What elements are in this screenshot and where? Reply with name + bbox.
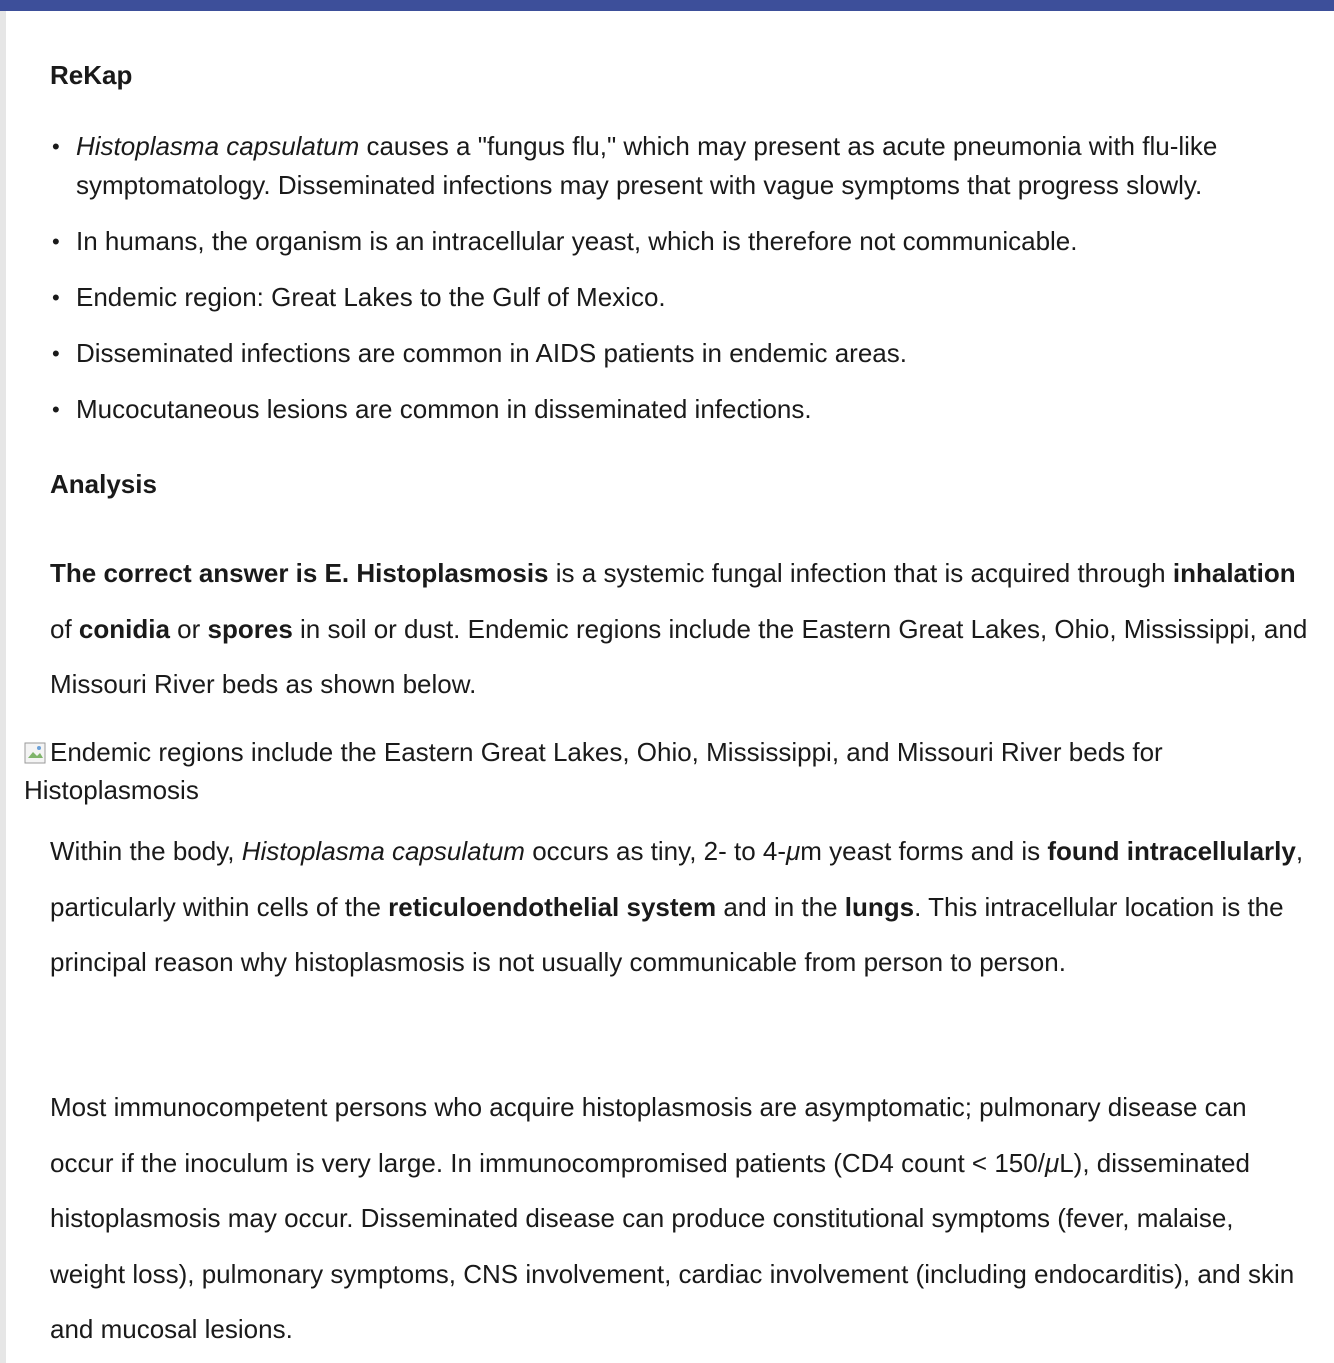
bold-term: conidia [78, 613, 170, 644]
species-name: Histoplasma capsulatum [76, 131, 360, 161]
explanation-panel [0, 11, 1334, 1363]
analysis-paragraph-1 [50, 546, 1310, 713]
text-span: L), disseminated histoplasmosis may occur. Disseminated disease can produce constitutional symptoms (fever, malaise, weight loss), pulmonary symptoms, CNS involvement, cardiac involvement (including endocarditis), and skin and mucosal lesions. [50, 1147, 1295, 1344]
bold-term: spores [207, 613, 293, 644]
rekap-item-2 [50, 222, 1310, 261]
bold-term: lungs [844, 891, 915, 922]
text-span: of [50, 613, 79, 644]
rekap-item-4 [50, 334, 1310, 373]
rekap-item-text: causes a "fungus flu," which may present as acute pneumonia with flu-like symptomatology. Disseminated infections may present with vague symptoms that progress slowly. [76, 131, 1218, 200]
micro-symbol: μ [786, 836, 801, 866]
text-span: m yeast forms and is [800, 836, 1048, 866]
species-name: Histoplasma capsulatum [241, 836, 525, 866]
analysis-paragraph-2 [50, 824, 1310, 991]
image-alt-text: Endemic regions include the Eastern Great Lakes, Ohio, Mississippi, and Missouri River beds for Histoplasmosis [24, 737, 1163, 805]
endemic-map-image [24, 733, 1314, 809]
text-span: . This intracellular location is the principal reason why histoplasmosis is not usually communicable from person to person. [50, 891, 1284, 977]
analysis-heading: Analysis [50, 469, 157, 499]
rekap-item-5 [50, 390, 1310, 429]
rekap-list [50, 127, 1310, 446]
text-span: occurs as tiny, 2- to 4- [524, 836, 787, 866]
bullet-icon: • [52, 134, 60, 159]
text-span: , particularly within cells of the [50, 836, 1304, 922]
text-span: Within the body, [50, 836, 242, 866]
rekap-heading: ReKap [50, 60, 133, 90]
text-span: and in the [716, 891, 845, 922]
text-span: Most immunocompetent persons who acquire histoplasmosis are asymptomatic; pulmonary disease can occur if the inoculum is very large. In immunocompromised patients (CD4 count < 150/ [50, 1092, 1247, 1178]
text-span: is a systemic fungal infection that is acquired through [548, 558, 1173, 588]
text-span: in soil or dust. Endemic regions include the Eastern Great Lakes, Ohio, Mississippi, and Missouri River beds as shown below. [50, 613, 1308, 699]
rekap-item-1 [50, 127, 1310, 205]
rekap-item-text: In humans, the organism is an intracellular yeast, which is therefore not communicable. [76, 226, 1078, 256]
bold-term: reticuloendothelial system [388, 891, 717, 922]
broken-image-icon [24, 742, 46, 764]
rekap-item-text: Endemic region: Great Lakes to the Gulf of Mexico. [76, 282, 666, 312]
correct-answer-text: The correct answer is E. Histoplasmosis [50, 558, 549, 588]
bullet-icon: • [52, 341, 60, 366]
top-accent-bar [0, 0, 1334, 11]
bold-term: found intracellularly [1047, 836, 1296, 866]
bullet-icon: • [52, 397, 60, 422]
rekap-item-text: Disseminated infections are common in AIDS patients in endemic areas. [76, 338, 907, 368]
bullet-icon: • [52, 285, 60, 310]
text-span: or [169, 613, 208, 644]
micro-symbol: μ [1044, 1147, 1060, 1178]
rekap-item-text: Mucocutaneous lesions are common in disseminated infections. [76, 394, 812, 424]
bold-term: inhalation [1172, 558, 1296, 588]
rekap-item-3 [50, 278, 1310, 317]
analysis-paragraph-3 [50, 1080, 1310, 1358]
bullet-icon: • [52, 229, 60, 254]
